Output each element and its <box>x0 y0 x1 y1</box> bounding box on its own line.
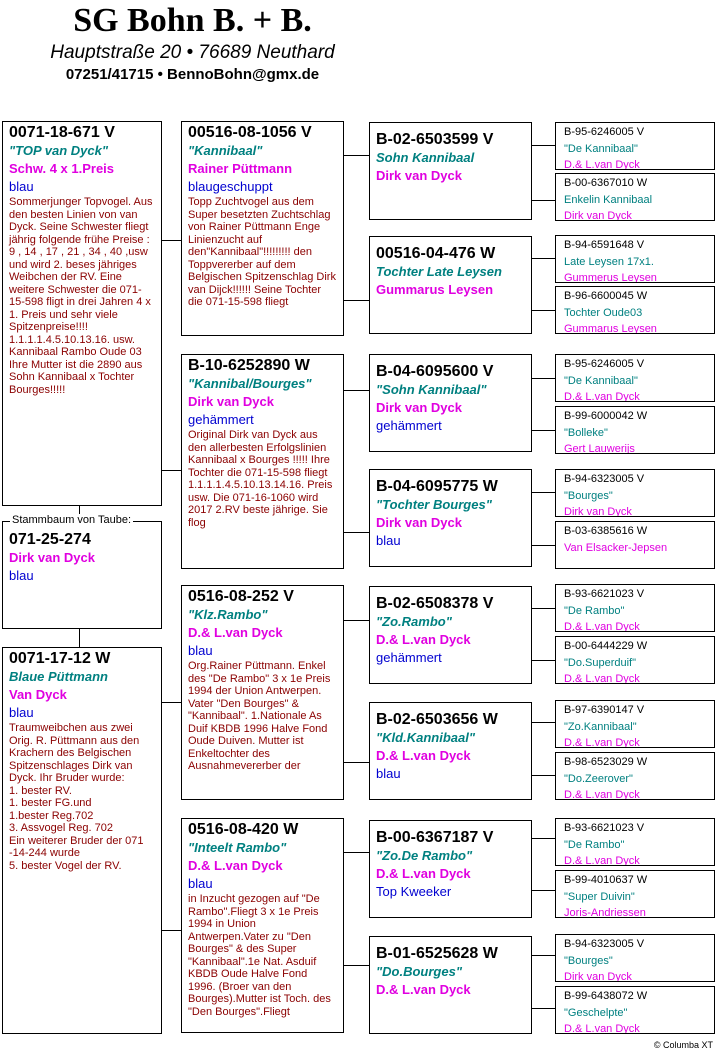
copyright-notice: © Columba XT <box>653 1040 713 1050</box>
owner-name: D.& L.van Dyck <box>376 748 471 763</box>
great-grandparent-card[interactable] <box>369 702 532 800</box>
owner-name: D.& L.van Dyck <box>564 855 640 866</box>
ring-number: B-04-6095775 W <box>376 478 498 495</box>
owner-name: Dirk van Dyck <box>376 515 462 530</box>
owner-name: Dirk van Dyck <box>376 400 462 415</box>
owner-name: Dirk van Dyck <box>188 394 274 409</box>
ancestor-card[interactable] <box>555 173 715 221</box>
ring-number: B-01-6525628 W <box>376 945 498 962</box>
pigeon-name: "Zo.De Rambo" <box>376 848 473 863</box>
ancestor-card[interactable] <box>555 870 715 918</box>
great-grandparent-card[interactable] <box>369 820 532 918</box>
pigeon-name: "Super Duivin" <box>564 890 635 903</box>
owner-name: Gert Lauwerijs <box>564 443 635 454</box>
great-grandparent-card[interactable] <box>369 354 532 452</box>
owner-name: D.& L.van Dyck <box>564 621 640 632</box>
owner-name: D.& L.van Dyck <box>564 789 640 800</box>
pedigree-note: in Inzucht gezogen auf "De Rambo".Fliegt 3 x 1e Preis 1994 in Union Antwerpen.Vater zu "Den Bourges" & des Super "Kannibaal".1e Nat. Asduif KBDB Oude Halve Fond 1996. (Broer van den Bourges).Mutter ist Toch. des "Den Bourges".Fliegt <box>188 893 331 1018</box>
connector-line <box>343 620 369 621</box>
connector-line <box>161 930 181 931</box>
ring-number: B-95-6246005 V <box>564 358 645 370</box>
ancestor-card[interactable] <box>555 934 715 982</box>
subject-owner: Dirk van Dyck <box>9 550 95 565</box>
pigeon-name: "Bourges" <box>564 489 613 502</box>
connector-line <box>531 545 555 546</box>
owner-name: D.& L.van Dyck <box>564 391 640 402</box>
stammbaum-label: Stammbaum von Taube: <box>12 514 132 526</box>
pigeon-name: Sohn Kannibaal <box>376 150 475 165</box>
connector-line <box>531 608 555 609</box>
grandparent-card[interactable] <box>181 121 344 336</box>
great-grandparent-card[interactable] <box>369 122 532 220</box>
owner-name: Van Elsacker-Jepsen <box>564 541 668 554</box>
ring-number: B-94-6323005 V <box>564 473 645 485</box>
pedigree-note: Org.Rainer Püttmann. Enkel des "De Rambo" 3 x 1e Preis 1994 der Union Antwerpen. Vater "Den Bourges" & "Kannibaal". 1.Nationale As Duif KBDB 1996 Halve Fond Oude Duiven. Mutter ist Enkeltochter des Ausnahmevererber der <box>188 660 331 772</box>
ring-number: B-96-6600045 W <box>564 290 648 302</box>
plumage-color: Top Kweeker <box>376 884 452 899</box>
connector-line <box>343 390 369 391</box>
connector-line <box>343 762 369 763</box>
plumage-color: blaugeschuppt <box>188 179 273 194</box>
connector-line <box>531 258 555 259</box>
pigeon-name: "De Rambo" <box>564 604 625 617</box>
pigeon-name: "Klz.Rambo" <box>188 607 268 622</box>
owner-name: Dirk van Dyck <box>564 971 632 982</box>
sire-color: blau <box>9 179 34 194</box>
connector-line <box>343 155 369 156</box>
pigeon-name: "Tochter Bourges" <box>376 497 492 512</box>
ancestor-card[interactable] <box>555 636 715 684</box>
connector-line <box>531 1008 555 1009</box>
ring-number: B-03-6385616 W <box>564 525 648 537</box>
pigeon-name: "Do.Superduif" <box>564 656 637 669</box>
owner-name: D.& L.van Dyck <box>564 737 640 748</box>
owner-name: D.& L.van Dyck <box>376 982 471 997</box>
pigeon-name: "Sohn Kannibaal" <box>376 382 487 397</box>
pigeon-name: "Bourges" <box>564 954 613 967</box>
pigeon-name: "Bolleke" <box>564 426 608 439</box>
ring-number: B-93-6621023 V <box>564 588 645 600</box>
dam-name: Blaue Püttmann <box>9 669 108 684</box>
ring-number: B-99-6000042 W <box>564 410 648 422</box>
connector-line <box>531 838 555 839</box>
dam-ring-number: 0071-17-12 W <box>9 650 111 667</box>
connector-line <box>343 532 369 533</box>
pigeon-name: "Inteelt Rambo" <box>188 840 287 855</box>
great-grandparent-card[interactable] <box>369 936 532 1034</box>
ancestor-card[interactable] <box>555 406 715 454</box>
owner-name: D.& L.van Dyck <box>376 632 471 647</box>
pigeon-name: "Geschelpte" <box>564 1006 628 1019</box>
subject-color: blau <box>9 568 34 583</box>
connector-line <box>343 852 369 853</box>
connector-line <box>161 702 181 703</box>
grandparent-card[interactable] <box>181 585 344 800</box>
sire-note: Sommerjunger Topvogel. Aus den besten Linien von van Dyck. Seine Schwester fliegt jährig folgende frühe Preise : 9 , 14 , 17 , 21 , 34 , 40 ,usw und wird 2. beses jähriges Weibchen der RV. Eine weitere Schwester die 071-15-598 fligt in drei Jahren 4 x 1. Preis und sehr viele Spitzenpreise!!!! 1.1.1.1.4.5.10.13.16. usw. Kannibaal Rambo Oude 03 Ihre Mutter ist die 2890 aus Sohn Kannibaal x Tochter Bourges!!!!! <box>9 196 153 396</box>
dam-note: Traumweibchen aus zwei Orig. R. Püttmann aus den Krachern des Belgischen Spitzenschlages Dirk van Dyck. Ihr Bruder wurde: 1. bester RV. 1. bester FG.und 1.bester Reg.702 3. Assvogel Reg. 702 Ein weiterer Bruder der 071 -14-244 wurde 5. bester Vogel der RV. <box>9 722 144 872</box>
ancestor-card[interactable] <box>555 700 715 748</box>
connector-line <box>79 628 80 648</box>
ring-number: 0516-08-420 W <box>188 821 299 838</box>
owner-name: D.& L.van Dyck <box>188 858 283 873</box>
ring-number: 00516-08-1056 V <box>188 124 312 141</box>
connector-line <box>531 890 555 891</box>
pigeon-name: "Do.Zeerover" <box>564 772 633 785</box>
owner-name: Gummerus Leysen <box>564 272 657 283</box>
great-grandparent-card[interactable] <box>369 469 532 567</box>
owner-name: Gummarus Leysen <box>564 323 657 334</box>
ancestor-card[interactable] <box>555 986 715 1034</box>
great-grandparent-card[interactable] <box>369 236 532 334</box>
ring-number: B-99-4010637 W <box>564 874 648 886</box>
ancestor-card[interactable] <box>555 122 715 170</box>
connector-line <box>531 660 555 661</box>
pigeon-name: Late Leysen 17x1. <box>564 255 654 268</box>
connector-line <box>531 378 555 379</box>
great-grandparent-card[interactable] <box>369 586 532 684</box>
ring-number: B-02-6503599 V <box>376 131 494 148</box>
plumage-color: blau <box>376 533 401 548</box>
pigeon-name: "Zo.Rambo" <box>376 614 452 629</box>
dam-owner: Van Dyck <box>9 687 67 702</box>
ancestor-card[interactable] <box>555 818 715 866</box>
dam-color: blau <box>9 705 34 720</box>
connector-line <box>531 722 555 723</box>
plumage-color: gehämmert <box>376 418 442 433</box>
ring-number: B-02-6508378 V <box>376 595 494 612</box>
ring-number: B-99-6438072 W <box>564 990 648 1002</box>
owner-name: Rainer Püttmann <box>188 161 293 176</box>
connector-line <box>161 240 181 241</box>
connector-line <box>531 775 555 776</box>
plumage-color: blau <box>188 876 213 891</box>
pigeon-name: Tochter Oude03 <box>564 306 643 319</box>
owner-name: D.& L.van Dyck <box>564 673 640 684</box>
owner-name: Dirk van Dyck <box>564 506 632 517</box>
sire-card[interactable] <box>2 121 162 506</box>
owner-name: D.& L.van Dyck <box>376 866 471 881</box>
ring-number: B-93-6621023 V <box>564 822 645 834</box>
connector-line <box>531 145 555 146</box>
pigeon-name: "De Kannibaal" <box>564 142 638 155</box>
grandparent-card[interactable] <box>181 354 344 569</box>
connector-line <box>531 955 555 956</box>
ring-number: B-94-6323005 V <box>564 938 645 950</box>
ancestor-card[interactable] <box>555 286 715 334</box>
connector-line <box>531 492 555 493</box>
connector-line <box>531 430 555 431</box>
pedigree-note: Topp Zuchtvogel aus dem Super besetzten Zuchtschlag von Rainer Püttmann Enge Linienzucht auf den"Kannibaal"!!!!!!!!! den Toppvererber auf dem Belgischen Spitzenschlag Dirk van Dijck!!!!!! Seine Tochter die 071-15-598 fliegt <box>188 196 336 308</box>
pigeon-name: Tochter Late Leysen <box>376 264 502 279</box>
sire-owner: Schw. 4 x 1.Preis <box>9 161 115 176</box>
pigeon-name: Enkelin Kannibaal <box>564 193 653 206</box>
plumage-color: blau <box>376 766 401 781</box>
connector-line <box>343 300 369 301</box>
plumage-color: blau <box>188 643 213 658</box>
pigeon-name: "Do.Bourges" <box>376 964 462 979</box>
ring-number: B-02-6503656 W <box>376 711 498 728</box>
ring-number: B-00-6367187 V <box>376 829 494 846</box>
plumage-color: gehämmert <box>376 650 442 665</box>
pigeon-name: "Kld.Kannibaal" <box>376 730 476 745</box>
ring-number: B-95-6246005 V <box>564 126 645 138</box>
pigeon-name: "Kannibal/Bourges" <box>188 376 312 391</box>
ring-number: B-00-6444229 W <box>564 640 648 652</box>
breeder-contact: 07251/41715 • BennoBohn@gmx.de <box>65 66 320 83</box>
dam-card[interactable] <box>2 647 162 1034</box>
owner-name: Dirk van Dyck <box>376 168 462 183</box>
owner-name: D.& L.van Dyck <box>564 159 640 170</box>
breeder-address: Hauptstraße 20 • 76689 Neuthard <box>50 42 335 63</box>
owner-name: Gummarus Leysen <box>376 282 494 297</box>
connector-line <box>531 200 555 201</box>
ancestor-card[interactable] <box>555 752 715 800</box>
ancestor-card[interactable] <box>555 521 715 569</box>
ancestor-card[interactable] <box>555 469 715 517</box>
ring-number: B-00-6367010 W <box>564 177 648 189</box>
subject-card[interactable] <box>2 521 162 629</box>
sire-name: "TOP van Dyck" <box>9 143 109 158</box>
pigeon-name: "De Rambo" <box>564 838 625 851</box>
breeder-title: SG Bohn B. + B. <box>73 2 312 39</box>
connector-line <box>531 310 555 311</box>
ring-number: B-98-6523029 W <box>564 756 648 768</box>
plumage-color: gehämmert <box>188 412 254 427</box>
grandparent-card[interactable] <box>181 818 344 1033</box>
ring-number: 0516-08-252 V <box>188 588 294 605</box>
owner-name: D.& L.van Dyck <box>564 1023 640 1034</box>
owner-name: D.& L.van Dyck <box>188 625 283 640</box>
owner-name: Dirk van Dyck <box>564 210 632 221</box>
pedigree-note: Original Dirk van Dyck aus den allerbesten Erfolgslinien Kannibaal x Bourges !!!!! Ihre Tochter die 071-15-598 fliegt 1.1.1.1.4.5.10.13.14.16. Preis usw. Die 071-16-1060 wird 2017 2.RV beste jährige. Sie flog <box>188 429 333 529</box>
ring-number: B-97-6390147 V <box>564 704 645 716</box>
ring-number: B-94-6591648 V <box>564 239 645 251</box>
pigeon-name: "Zo.Kannibaal" <box>564 720 637 733</box>
ring-number: B-04-6095600 V <box>376 363 494 380</box>
sire-ring-number: 0071-18-671 V <box>9 124 115 141</box>
ancestor-card[interactable] <box>555 235 715 283</box>
ancestor-card[interactable] <box>555 354 715 402</box>
pigeon-name: "Kannibaal" <box>188 143 263 158</box>
ancestor-card[interactable] <box>555 584 715 632</box>
subject-ring-number: 071-25-274 <box>9 531 91 548</box>
owner-name: Joris-Andriessen <box>564 907 646 918</box>
ring-number: 00516-04-476 W <box>376 245 496 262</box>
connector-line <box>161 470 181 471</box>
connector-line <box>343 965 369 966</box>
ring-number: B-10-6252890 W <box>188 357 310 374</box>
pigeon-name: "De Kannibaal" <box>564 374 638 387</box>
